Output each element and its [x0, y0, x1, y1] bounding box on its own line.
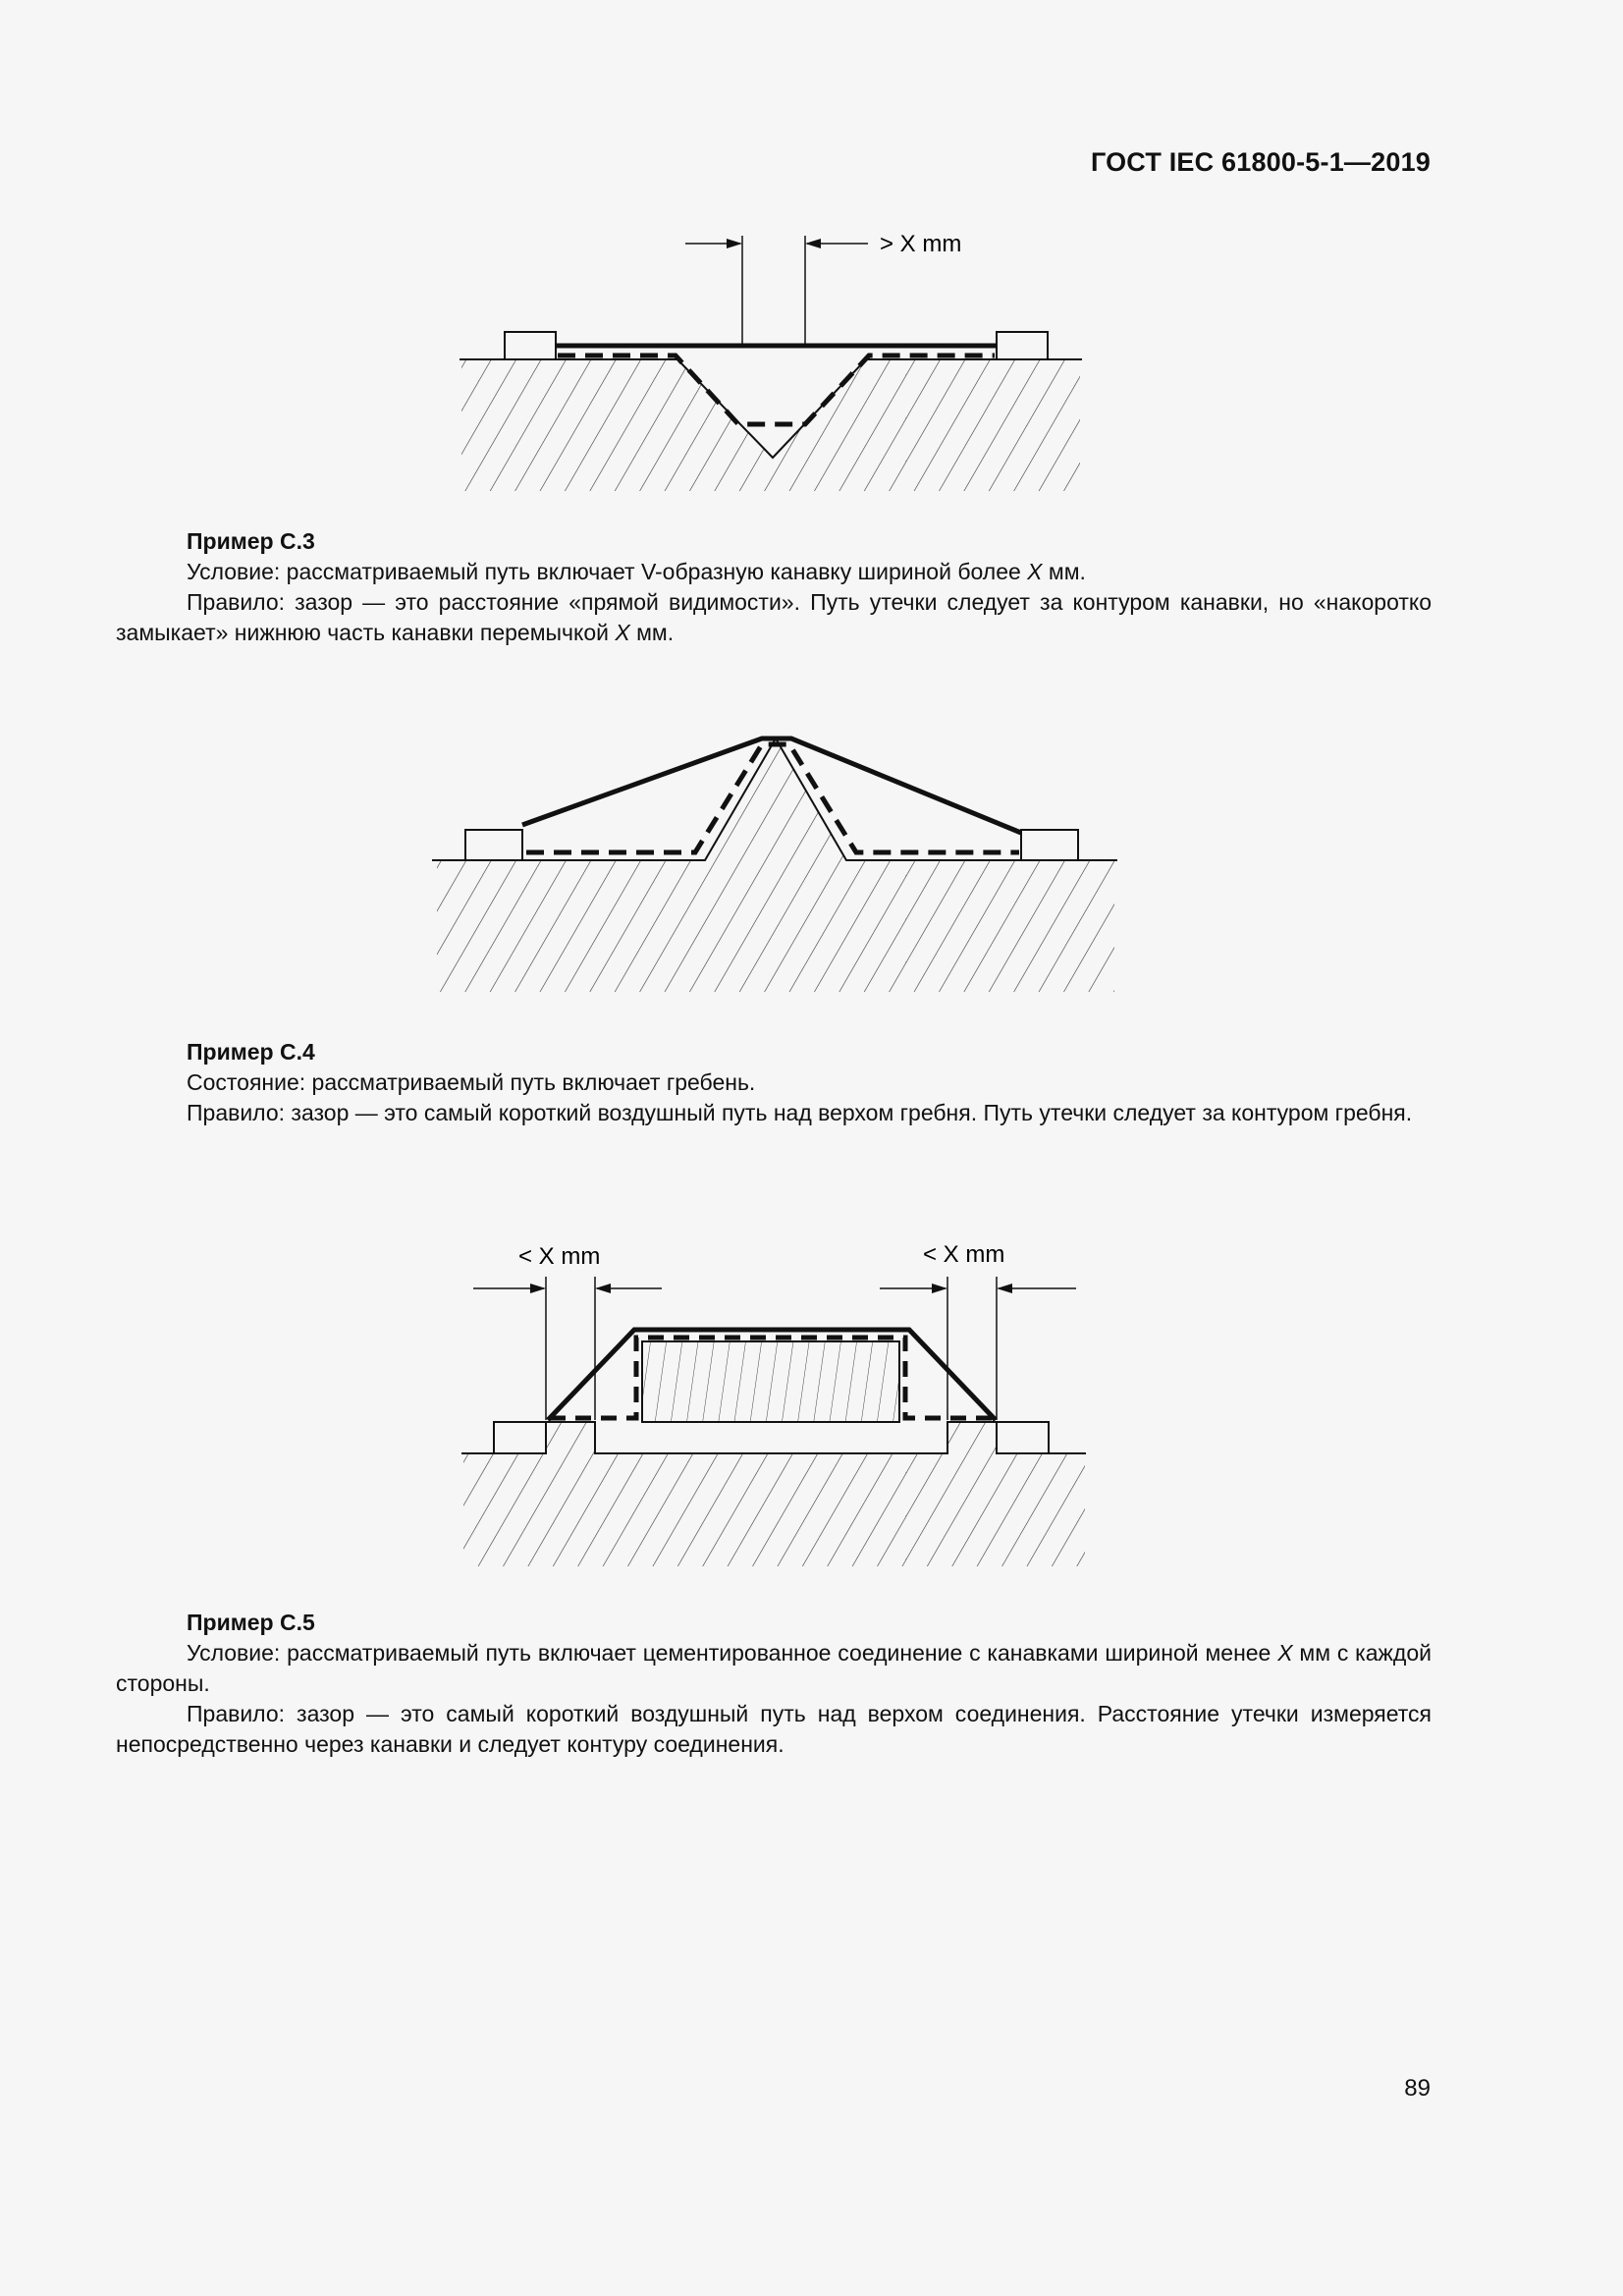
example-c5-rule: Правило: зазор — это самый короткий воздушный путь над верхом соединения. Расстояние утечки измеряется непосредственно через канавки и следует контуру соединения.	[116, 1701, 1432, 1757]
figure-cemented-joint	[0, 1228, 1623, 1581]
example-c5	[116, 1608, 1432, 1760]
example-c5-title: Пример С.5	[187, 1610, 315, 1635]
page-number: 89	[1404, 2075, 1431, 2102]
figure-v-groove	[0, 216, 1623, 511]
dimension-label-left: < X mm	[518, 1243, 601, 1270]
example-c5-condition: Условие: рассматриваемый путь включает цементированное соединение с канавками шириной менее X мм с каждой стороны.	[116, 1640, 1432, 1696]
document-code: ГОСТ IEC 61800-5-1—2019	[1090, 147, 1431, 177]
example-c4-condition: Состояние: рассматриваемый путь включает гребень.	[187, 1069, 756, 1095]
example-c3	[116, 526, 1432, 648]
example-c4-rule: Правило: зазор — это самый короткий воздушный путь над верхом гребня. Путь утечки следует за контуром гребня.	[187, 1100, 1413, 1125]
example-c4-title: Пример С.4	[187, 1039, 315, 1065]
example-c4	[116, 1037, 1432, 1128]
example-c3-condition: Условие: рассматриваемый путь включает V-образную канавку шириной более X мм.	[187, 559, 1086, 584]
example-c3-rule: Правило: зазор — это расстояние «прямой видимости». Путь утечки следует за контуром канавки, но «накоротко замыкает» нижнюю часть канавки перемычкой X мм.	[116, 589, 1432, 645]
dimension-label: > X mm	[880, 231, 962, 257]
dimension-label-right: < X mm	[923, 1241, 1005, 1268]
example-c3-title: Пример С.3	[187, 528, 315, 554]
figure-ridge	[0, 717, 1623, 1011]
